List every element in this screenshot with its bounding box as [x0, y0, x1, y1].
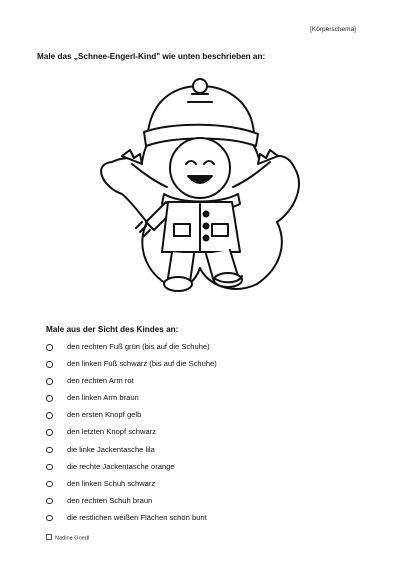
list-item: die restlichen weißen Flächen schön bunt: [46, 509, 217, 526]
author-footer: Nadine Goedl: [46, 534, 89, 542]
list-item: den rechten Schuh braun: [46, 492, 217, 509]
bullet-icon: [46, 361, 53, 368]
bullet-icon: [46, 344, 53, 351]
bullet-icon: [46, 498, 53, 505]
list-item: den letzten Knopf schwarz: [46, 423, 217, 440]
bullet-icon: [46, 395, 53, 402]
topic-tag: [Körperschema]: [310, 26, 356, 33]
list-item: die rechte Jackentasche orange: [46, 458, 217, 475]
list-item: den ersten Knopf gelb: [46, 406, 217, 423]
list-item: den linken Schuh schwarz: [46, 475, 217, 492]
list-item: den rechten Fuß grün (bis auf die Schuhe): [46, 338, 217, 355]
list-item: den linken Fuß schwarz (bis auf die Schuhe): [46, 355, 217, 372]
bullet-icon: [46, 464, 53, 471]
bullet-icon: [46, 429, 53, 436]
subheading: Male aus der Sicht des Kindes an:: [46, 325, 179, 334]
bullet-icon: [46, 378, 53, 385]
bullet-icon: [46, 412, 53, 419]
snow-angel-illustration: [82, 72, 318, 308]
instruction-list: [46, 338, 217, 526]
license-icon: [46, 534, 52, 540]
bullet-icon: [46, 515, 53, 522]
list-item: den linken Arm braun: [46, 389, 217, 406]
bullet-icon: [46, 481, 53, 488]
instruction-title: Male das „Schnee-Engerl-Kind" wie unten beschrieben an:: [37, 52, 266, 61]
list-item: die linke Jackentasche lila: [46, 441, 217, 458]
bullet-icon: [46, 447, 53, 454]
list-item: den rechten Arm rot: [46, 372, 217, 389]
